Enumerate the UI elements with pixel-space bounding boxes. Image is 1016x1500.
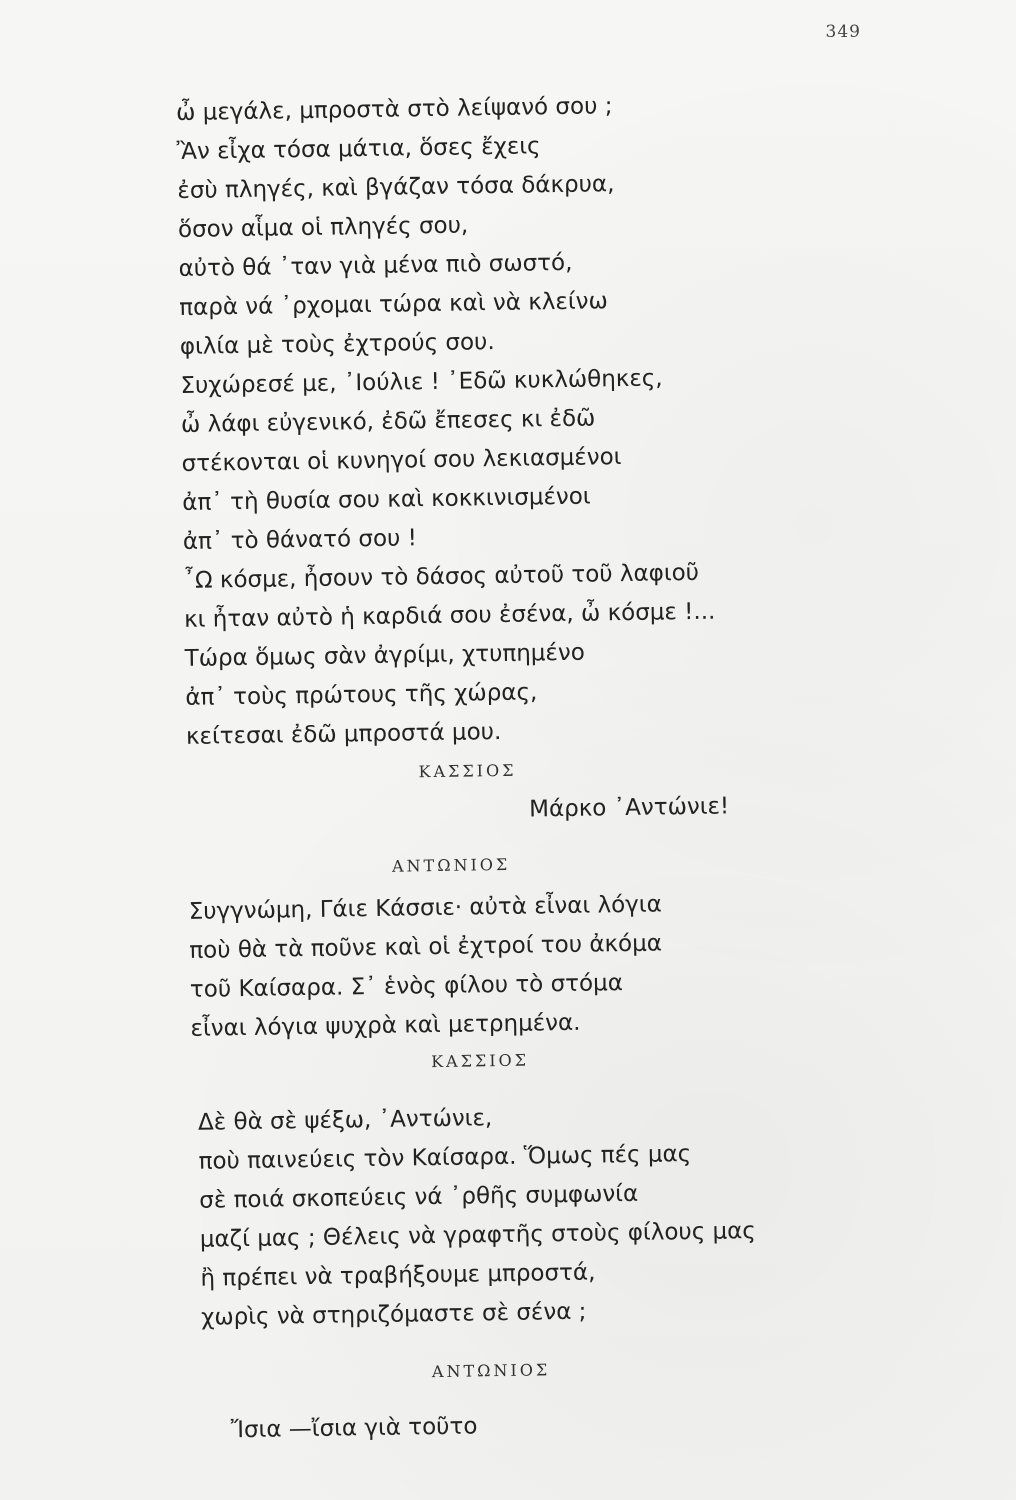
text-line-26: μαζί μας ; Θέλεις νὰ γραφτῆς στοὺς φίλους μας [199,1218,757,1253]
text-line-28: χωρὶς νὰ στηριζόμαστε σὲ σένα ; [200,1298,587,1331]
text-line-25: σὲ ποιά σκοπεύεις νά ᾿ρθῆς συμφωνία [199,1180,639,1214]
text-line-15: Τώρα ὅμως σὰν ἀγρίμι, χτυπημένο [184,639,586,672]
text-line-04: ὅσον αἷμα οἱ πληγές σου, [177,212,469,243]
text-line-08: Συχώρεσέ με, ᾿Ιούλιε ! ᾿Εδῶ κυκλώθηκες, [180,365,663,399]
text-line-10: στέκονται οἱ κυνηγοί σου λεκιασμένοι [181,444,622,477]
speaker-cassius-2: ΚΑΣΣΙΟΣ [430,1050,530,1072]
text-line-03: ἐσὺ πληγές, καὶ βγάζαν τόσα δάκρυα, [177,171,615,204]
text-line-13: ῏Ω κόσμε, ἦσουν τὸ δάσος αὐτοῦ τοῦ λαφιοῦ [183,559,700,594]
text-line-02: Ἂν εἶχα τόσα μάτια, ὅσες ἔχεις [176,133,541,165]
text-line-19: Συγγνώμη, Γάιε Κάσσιε· αὐτὰ εἶναι λόγια [188,891,662,925]
page-number: 349 [825,22,861,42]
text-line-01: ὦ μεγάλε, μπροστὰ στὸ λείψανό σου ; [175,93,613,126]
text-line-06: παρὰ νά ᾿ρχομαι τώρα καὶ νὰ κλείνω [179,288,608,321]
text-line-05: αὐτὸ θά ᾿ταν γιὰ μένα πιὸ σωστό, [178,249,573,282]
speaker-cassius-1: ΚΑΣΣΙΟΣ [418,760,517,782]
text-line-27: ἢ πρέπει νὰ τραβήξουμε μπροστά, [200,1259,596,1292]
poem-text-block [175,92,796,1444]
text-line-07: φιλία μὲ τοὺς ἐχτρούς σου. [179,329,495,360]
text-line-20: ποὺ θὰ τὰ ποῦνε καὶ οἱ ἐχτροί του ἀκόμα [189,930,663,964]
text-line-18: Μάρκο ᾿Αντώνιε! [528,793,730,823]
text-line-24: ποὺ παινεύεις τὸν Καίσαρα. Ὅμως πές μας [198,1141,692,1175]
text-line-12: ἀπ᾿ τὸ θάνατό σου ! [182,525,418,555]
text-line-17: κείτεσαι ἐδῶ μπροστά μου. [185,718,502,750]
text-line-16: ἀπ᾿ τοὺς πρώτους τῆς χώρας, [185,679,538,711]
text-line-22: εἶναι λόγια ψυχρὰ καὶ μετρημένα. [190,1009,581,1042]
speaker-antonius-2: ΑΝΤΩΝΙΟΣ [431,1360,551,1382]
text-line-29: Ἴσια —ἴσια γιὰ τοῦτο [230,1413,478,1444]
text-line-11: ἀπ᾿ τὴ θυσία σου καὶ κοκκινισμένοι [182,483,591,516]
show-through-bleed [715,90,965,1290]
text-line-09: ὦ λάφι εὐγενικό, ἐδῶ ἔπεσες κι ἐδῶ [180,405,596,438]
speaker-antonius-1: ΑΝΤΩΝΙΟΣ [391,854,511,876]
text-line-21: τοῦ Καίσαρα. Σ᾿ ἑνὸς φίλου τὸ στόμα [189,970,624,1003]
text-line-23: Δὲ θὰ σὲ ψέξω, ᾿Αντώνιε, [197,1105,493,1136]
text-line-14: κι ἦταν αὐτὸ ἡ καρδιά σου ἐσένα, ὦ κόσμε !... [183,598,716,633]
